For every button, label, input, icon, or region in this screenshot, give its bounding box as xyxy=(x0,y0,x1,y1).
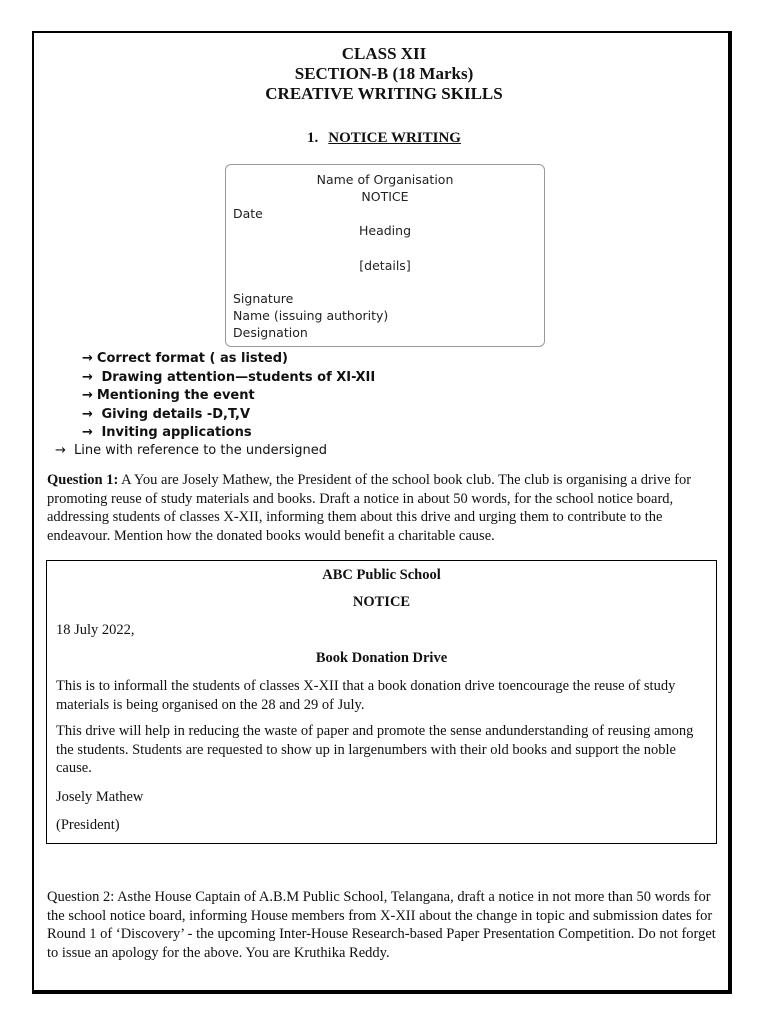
format-points-list xyxy=(82,350,375,443)
notice-date: 18 July 2022, xyxy=(56,622,135,638)
page-header xyxy=(0,44,768,104)
format-designation: Designation xyxy=(233,325,308,340)
list-item: → Giving details -D,T,V xyxy=(82,406,251,422)
format-name: Name (issuing authority) xyxy=(233,308,389,323)
section-number: 1. xyxy=(307,130,319,146)
notice-format-box xyxy=(225,164,545,347)
notice-title: NOTICE xyxy=(352,594,411,610)
sample-notice-box xyxy=(46,560,717,844)
section-title: SECTION-B (18 Marks) xyxy=(294,64,474,83)
arrow-icon: → xyxy=(82,425,93,440)
list-item: → Mentioning the event xyxy=(82,388,255,403)
list-item: → Drawing attention—students of XI-XII xyxy=(82,369,376,385)
arrow-icon: → xyxy=(55,443,66,458)
notice-signer-name: Josely Mathew xyxy=(56,789,144,805)
subject-title: CREATIVE WRITING SKILLS xyxy=(265,84,503,103)
list-item: → Inviting applications xyxy=(82,425,252,440)
format-org: Name of Organisation xyxy=(316,172,454,187)
question-1-label: Question 1: xyxy=(47,472,119,488)
notice-writing-heading xyxy=(0,130,768,147)
arrow-icon: → xyxy=(82,369,93,385)
format-notice: NOTICE xyxy=(361,189,409,204)
notice-signer-designation: (President) xyxy=(56,817,120,833)
list-item: → Correct format ( as listed) xyxy=(82,351,288,366)
format-date: Date xyxy=(233,206,263,221)
question-1-text: A You are Josely Mathew, the President of the school book club. The club is organising a drive for promoting reuse of study materials and books. Draft a notice in about 50 words, for the school notice board, addressing students of classes X-XII, informing them about this drive and urging them to contribute to the endeavour. Mention how the donated books would benefit a charitable cause. xyxy=(47,472,692,544)
list-item-undersigned: → Line with reference to the undersigned xyxy=(55,443,328,458)
format-heading: Heading xyxy=(358,223,411,238)
notice-paragraph-1: This is to informall the students of classes X-XII that a book donation drive toencourage the reuse of study materials is being organised on the 28 and 29 of July. xyxy=(56,678,676,713)
section-heading-text: NOTICE WRITING xyxy=(328,130,461,146)
notice-paragraph-2: This drive will help in reducing the waste of paper and promote the sense andunderstanding of reusing among the students. Students are requested to show up in largenumbers with their old books and support the noble cause. xyxy=(56,723,694,776)
format-details: [details] xyxy=(359,258,411,273)
arrow-icon: → xyxy=(82,388,93,403)
arrow-icon: → xyxy=(82,351,93,366)
question-2: Question 2: Asthe House Captain of A.B.M Public School, Telangana, draft a notice in not more than 50 words for the school notice board, informing House members from X-XII about the change in topic and submission dates for Round 1 of ‘Discovery’ - the upcoming Inter-House Research-based Paper Presentation Competition. Do not forget to issue an apology for the above. You are Kruthika Reddy. xyxy=(47,889,716,961)
notice-school-name: ABC Public School xyxy=(322,567,441,583)
notice-heading: Book Donation Drive xyxy=(315,650,448,666)
format-signature: Signature xyxy=(233,291,294,306)
class-title: CLASS XII xyxy=(341,44,427,63)
arrow-icon: → xyxy=(82,406,93,422)
question-1 xyxy=(47,471,719,545)
